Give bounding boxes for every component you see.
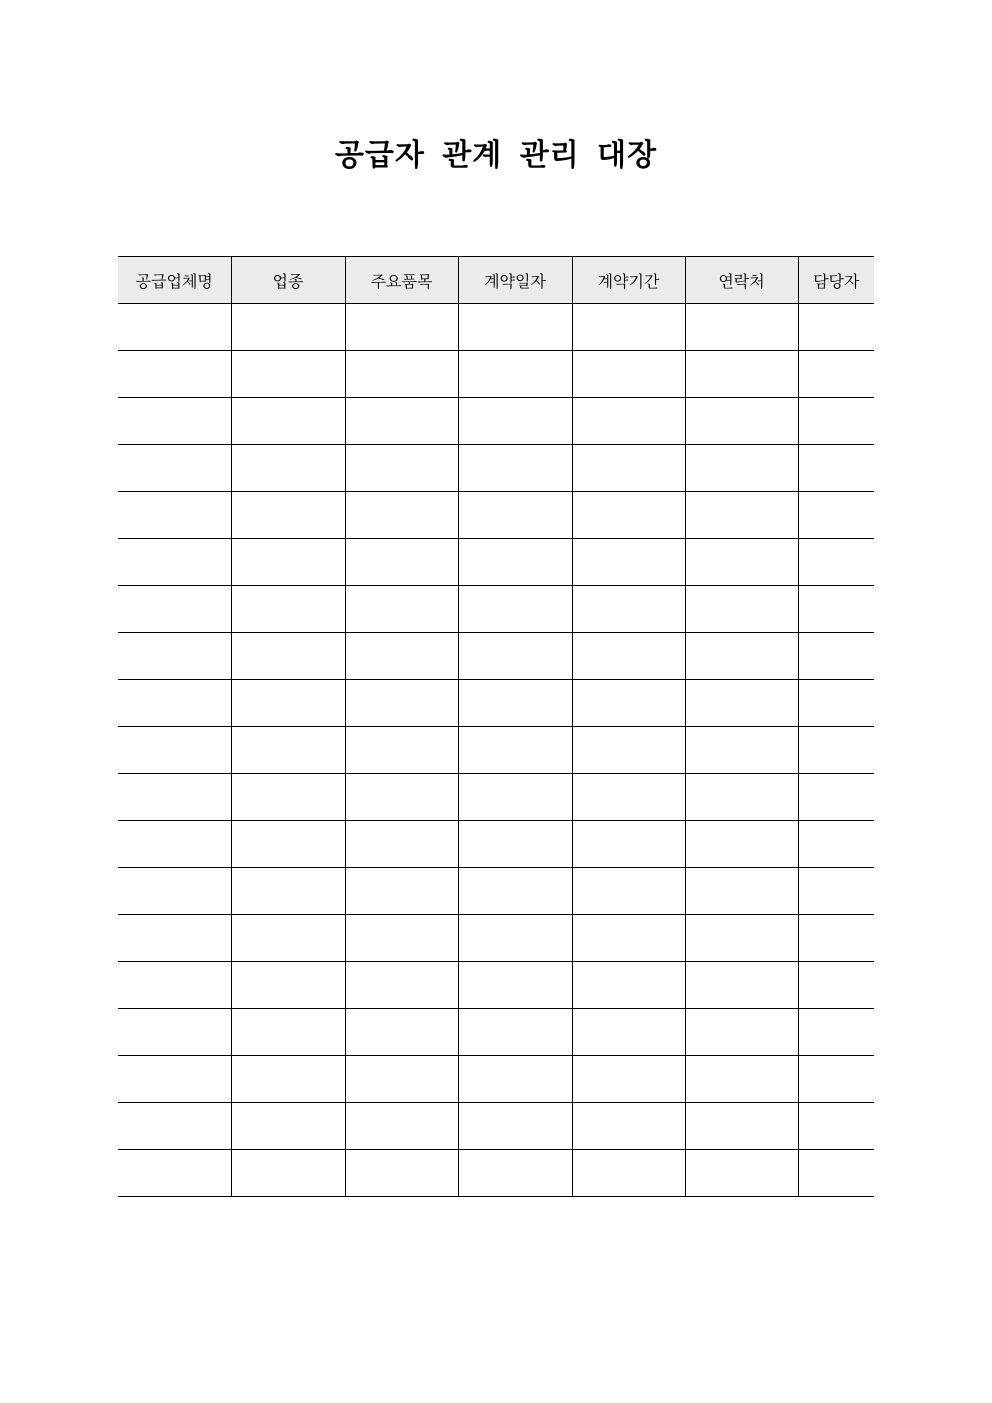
cell-contract-period[interactable] xyxy=(572,633,685,680)
cell-contract-date[interactable] xyxy=(458,492,572,539)
cell-contact[interactable] xyxy=(685,1103,798,1150)
cell-contact[interactable] xyxy=(685,304,798,351)
column-header-main-items: 주요품목 xyxy=(345,257,458,304)
cell-industry[interactable] xyxy=(231,398,345,445)
cell-supplier-name[interactable] xyxy=(118,398,231,445)
table-row xyxy=(118,1009,874,1056)
cell-industry[interactable] xyxy=(231,1150,345,1197)
cell-manager[interactable] xyxy=(798,821,874,868)
cell-contact[interactable] xyxy=(685,398,798,445)
cell-contract-date[interactable] xyxy=(458,1150,572,1197)
column-header-contract-period: 계약기간 xyxy=(572,257,685,304)
cell-supplier-name[interactable] xyxy=(118,962,231,1009)
cell-supplier-name[interactable] xyxy=(118,727,231,774)
cell-contract-date[interactable] xyxy=(458,821,572,868)
cell-contract-period[interactable] xyxy=(572,774,685,821)
cell-contract-date[interactable] xyxy=(458,586,572,633)
table-row xyxy=(118,727,874,774)
cell-contract-date[interactable] xyxy=(458,727,572,774)
cell-manager[interactable] xyxy=(798,915,874,962)
cell-main-items[interactable] xyxy=(345,492,458,539)
cell-industry[interactable] xyxy=(231,1009,345,1056)
cell-supplier-name[interactable] xyxy=(118,351,231,398)
cell-contract-date[interactable] xyxy=(458,868,572,915)
cell-contract-period[interactable] xyxy=(572,1056,685,1103)
supplier-ledger-table xyxy=(118,256,874,1197)
cell-contract-date[interactable] xyxy=(458,962,572,1009)
column-header-industry: 업종 xyxy=(231,257,345,304)
cell-contract-period[interactable] xyxy=(572,492,685,539)
table-row xyxy=(118,680,874,727)
cell-supplier-name[interactable] xyxy=(118,1009,231,1056)
cell-industry[interactable] xyxy=(231,962,345,1009)
column-header-manager: 담당자 xyxy=(798,257,874,304)
cell-manager[interactable] xyxy=(798,774,874,821)
cell-manager[interactable] xyxy=(798,539,874,586)
table-row xyxy=(118,868,874,915)
cell-contract-date[interactable] xyxy=(458,1103,572,1150)
table-row xyxy=(118,586,874,633)
cell-main-items[interactable] xyxy=(345,915,458,962)
cell-contract-period[interactable] xyxy=(572,821,685,868)
cell-main-items[interactable] xyxy=(345,351,458,398)
table-row xyxy=(118,821,874,868)
cell-contact[interactable] xyxy=(685,727,798,774)
cell-manager[interactable] xyxy=(798,633,874,680)
cell-manager[interactable] xyxy=(798,962,874,1009)
cell-main-items[interactable] xyxy=(345,1009,458,1056)
table-row xyxy=(118,1056,874,1103)
cell-contact[interactable] xyxy=(685,445,798,492)
cell-manager[interactable] xyxy=(798,727,874,774)
cell-contract-date[interactable] xyxy=(458,445,572,492)
cell-contract-period[interactable] xyxy=(572,1150,685,1197)
cell-industry[interactable] xyxy=(231,539,345,586)
cell-industry[interactable] xyxy=(231,304,345,351)
table-row xyxy=(118,351,874,398)
column-header-contact: 연락처 xyxy=(685,257,798,304)
cell-main-items[interactable] xyxy=(345,445,458,492)
table-row xyxy=(118,398,874,445)
cell-contact[interactable] xyxy=(685,1150,798,1197)
cell-main-items[interactable] xyxy=(345,539,458,586)
cell-contract-date[interactable] xyxy=(458,398,572,445)
cell-supplier-name[interactable] xyxy=(118,1103,231,1150)
cell-supplier-name[interactable] xyxy=(118,539,231,586)
cell-contract-period[interactable] xyxy=(572,868,685,915)
cell-manager[interactable] xyxy=(798,1056,874,1103)
cell-contract-period[interactable] xyxy=(572,398,685,445)
cell-industry[interactable] xyxy=(231,868,345,915)
cell-supplier-name[interactable] xyxy=(118,633,231,680)
cell-supplier-name[interactable] xyxy=(118,304,231,351)
cell-main-items[interactable] xyxy=(345,774,458,821)
column-header-supplier-name: 공급업체명 xyxy=(118,257,231,304)
cell-contact[interactable] xyxy=(685,868,798,915)
cell-supplier-name[interactable] xyxy=(118,680,231,727)
cell-contact[interactable] xyxy=(685,680,798,727)
cell-contract-period[interactable] xyxy=(572,680,685,727)
cell-manager[interactable] xyxy=(798,586,874,633)
page-title: 공급자 관계 관리 대장 xyxy=(334,138,658,173)
cell-contract-period[interactable] xyxy=(572,962,685,1009)
cell-supplier-name[interactable] xyxy=(118,774,231,821)
cell-industry[interactable] xyxy=(231,727,345,774)
table-row xyxy=(118,304,874,351)
cell-contract-date[interactable] xyxy=(458,680,572,727)
cell-industry[interactable] xyxy=(231,915,345,962)
cell-main-items[interactable] xyxy=(345,1103,458,1150)
cell-manager[interactable] xyxy=(798,868,874,915)
cell-main-items[interactable] xyxy=(345,1150,458,1197)
cell-supplier-name[interactable] xyxy=(118,445,231,492)
column-header-contract-date: 계약일자 xyxy=(458,257,572,304)
table-row xyxy=(118,1103,874,1150)
cell-contract-period[interactable] xyxy=(572,304,685,351)
cell-contact[interactable] xyxy=(685,915,798,962)
cell-main-items[interactable] xyxy=(345,586,458,633)
cell-industry[interactable] xyxy=(231,821,345,868)
cell-manager[interactable] xyxy=(798,1009,874,1056)
cell-contact[interactable] xyxy=(685,351,798,398)
cell-supplier-name[interactable] xyxy=(118,492,231,539)
cell-supplier-name[interactable] xyxy=(118,868,231,915)
cell-manager[interactable] xyxy=(798,445,874,492)
table-body xyxy=(118,304,874,1197)
cell-contract-date[interactable] xyxy=(458,351,572,398)
cell-contract-period[interactable] xyxy=(572,1103,685,1150)
cell-industry[interactable] xyxy=(231,1056,345,1103)
cell-main-items[interactable] xyxy=(345,398,458,445)
cell-contract-date[interactable] xyxy=(458,774,572,821)
cell-supplier-name[interactable] xyxy=(118,586,231,633)
cell-industry[interactable] xyxy=(231,445,345,492)
cell-manager[interactable] xyxy=(798,351,874,398)
table-row xyxy=(118,915,874,962)
cell-main-items[interactable] xyxy=(345,1056,458,1103)
cell-industry[interactable] xyxy=(231,492,345,539)
cell-main-items[interactable] xyxy=(345,680,458,727)
cell-supplier-name[interactable] xyxy=(118,1056,231,1103)
cell-manager[interactable] xyxy=(798,492,874,539)
cell-main-items[interactable] xyxy=(345,868,458,915)
cell-contract-period[interactable] xyxy=(572,586,685,633)
table-header-row xyxy=(118,257,874,304)
cell-supplier-name[interactable] xyxy=(118,915,231,962)
cell-contract-period[interactable] xyxy=(572,351,685,398)
cell-contract-date[interactable] xyxy=(458,539,572,586)
cell-industry[interactable] xyxy=(231,680,345,727)
cell-contact[interactable] xyxy=(685,962,798,1009)
cell-contact[interactable] xyxy=(685,492,798,539)
cell-contract-period[interactable] xyxy=(572,445,685,492)
table-row xyxy=(118,539,874,586)
table-row xyxy=(118,445,874,492)
cell-manager[interactable] xyxy=(798,1150,874,1197)
cell-contact[interactable] xyxy=(685,1009,798,1056)
cell-main-items[interactable] xyxy=(345,304,458,351)
cell-contract-date[interactable] xyxy=(458,633,572,680)
cell-contract-period[interactable] xyxy=(572,915,685,962)
cell-manager[interactable] xyxy=(798,398,874,445)
cell-contract-date[interactable] xyxy=(458,1009,572,1056)
cell-supplier-name[interactable] xyxy=(118,821,231,868)
cell-contact[interactable] xyxy=(685,539,798,586)
cell-manager[interactable] xyxy=(798,1103,874,1150)
cell-contact[interactable] xyxy=(685,1056,798,1103)
cell-main-items[interactable] xyxy=(345,633,458,680)
cell-industry[interactable] xyxy=(231,1103,345,1150)
cell-contract-period[interactable] xyxy=(572,727,685,774)
cell-contact[interactable] xyxy=(685,774,798,821)
cell-contract-date[interactable] xyxy=(458,1056,572,1103)
cell-contract-period[interactable] xyxy=(572,1009,685,1056)
cell-contract-period[interactable] xyxy=(572,539,685,586)
cell-main-items[interactable] xyxy=(345,962,458,1009)
cell-industry[interactable] xyxy=(231,774,345,821)
table-row xyxy=(118,1150,874,1197)
table-row xyxy=(118,492,874,539)
cell-industry[interactable] xyxy=(231,351,345,398)
cell-contact[interactable] xyxy=(685,586,798,633)
cell-main-items[interactable] xyxy=(345,727,458,774)
table-row xyxy=(118,633,874,680)
table-row xyxy=(118,774,874,821)
cell-main-items[interactable] xyxy=(345,821,458,868)
cell-industry[interactable] xyxy=(231,586,345,633)
cell-industry[interactable] xyxy=(231,633,345,680)
cell-contact[interactable] xyxy=(685,633,798,680)
cell-manager[interactable] xyxy=(798,680,874,727)
cell-contract-date[interactable] xyxy=(458,915,572,962)
cell-contract-date[interactable] xyxy=(458,304,572,351)
table-row xyxy=(118,962,874,1009)
cell-manager[interactable] xyxy=(798,304,874,351)
cell-contact[interactable] xyxy=(685,821,798,868)
cell-supplier-name[interactable] xyxy=(118,1150,231,1197)
